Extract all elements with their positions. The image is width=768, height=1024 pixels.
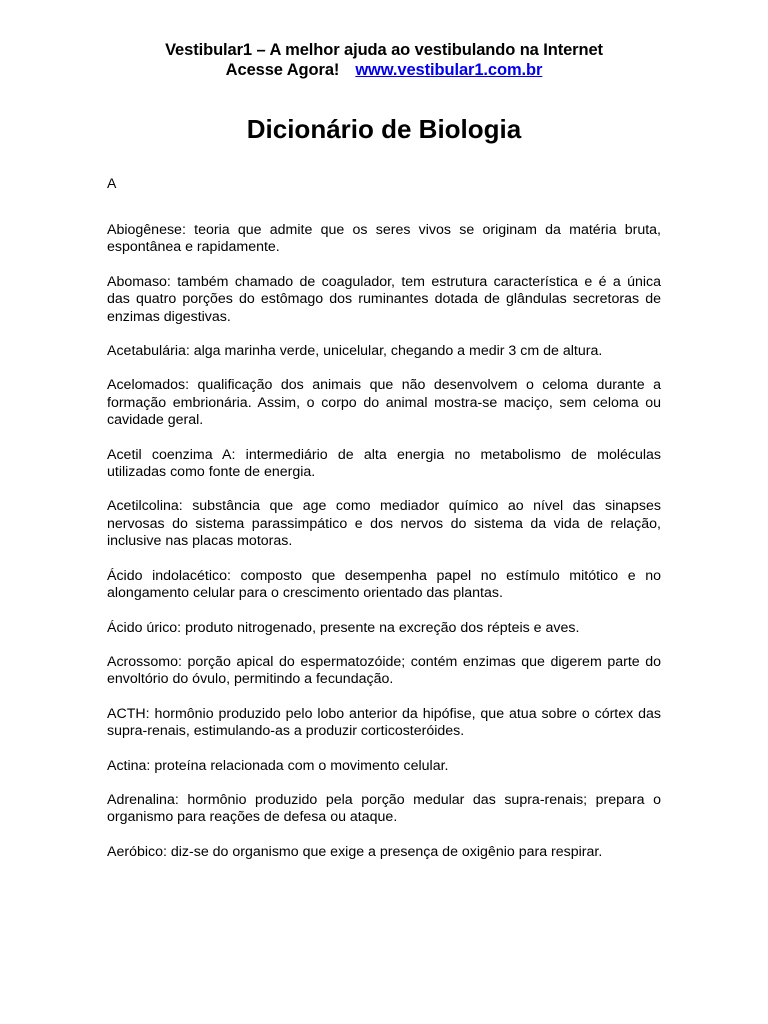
glossary-entry: Abiogênese: teoria que admite que os seres vivos se originam da matéria bruta, espontânea e rapidamente.	[107, 222, 661, 256]
glossary-entry: Acelomados: qualificação dos animais que não desenvolvem o celoma durante a formação embrionária. Assim, o corpo do animal mostra-se maciço, sem celoma ou cavidade geral.	[107, 377, 661, 429]
glossary-entry: Aeróbico: diz-se do organismo que exige a presença de oxigênio para respirar.	[107, 843, 603, 860]
glossary-list	[107, 222, 661, 861]
glossary-entry: Ácido úrico: produto nitrogenado, presente na excreção dos répteis e aves.	[107, 619, 580, 636]
glossary-entry: Adrenalina: hormônio produzido pela porção medular das supra-renais; prepara o organismo para reações de defesa ou ataque.	[107, 791, 661, 826]
glossary-entry: Ácido indolacético: composto que desempenha papel no estímulo mitótico e no alongamento celular para o crescimento orientado das plantas.	[107, 567, 661, 602]
glossary-entry: Actina: proteína relacionada com o movimento celular.	[107, 757, 449, 774]
document-page	[107, 40, 661, 878]
header-tagline: Vestibular1 – A melhor ajuda ao vestibulando na Internet	[165, 41, 603, 59]
header-cta-text: Acesse Agora!	[225, 61, 340, 79]
header-cta-line	[107, 60, 661, 80]
glossary-entry: Acetil coenzima A: intermediário de alta energia no metabolismo de moléculas utilizadas como fonte de energia.	[107, 446, 661, 481]
site-link[interactable]: www.vestibular1.com.br	[355, 61, 543, 79]
glossary-entry: ACTH: hormônio produzido pelo lobo anterior da hipófise, que atua sobre o córtex das supra-renais, estimulando-as a produzir corticosteróides.	[107, 705, 661, 740]
section-letter: A	[107, 175, 117, 191]
site-header	[107, 40, 661, 80]
page-title: Dicionário de Biologia	[246, 114, 522, 144]
glossary-entry: Abomaso: também chamado de coagulador, tem estrutura característica e é a única das quatro porções do estômago dos ruminantes dotada de glândulas secretoras de enzimas digestivas.	[107, 273, 661, 325]
glossary-entry: Acetilcolina: substância que age como mediador químico ao nível das sinapses nervosas do sistema parassimpático e dos nervos do sistema da vida de relação, inclusive nas placas motoras.	[107, 498, 661, 550]
glossary-entry: Acetabulária: alga marinha verde, unicelular, chegando a medir 3 cm de altura.	[107, 343, 603, 360]
glossary-entry: Acrossomo: porção apical do espermatozóide; contém enzimas que digerem parte do envoltório do óvulo, permitindo a fecundação.	[107, 653, 661, 688]
